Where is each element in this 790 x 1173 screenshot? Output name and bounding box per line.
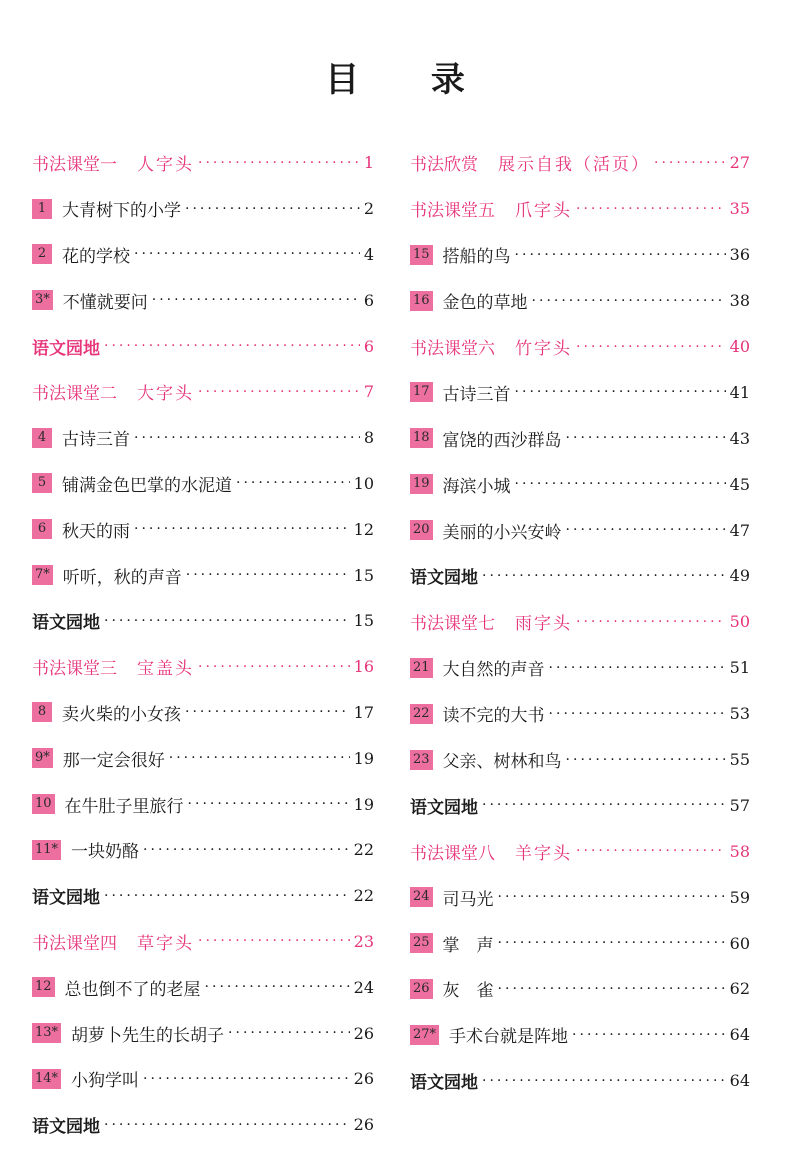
dot-leader: [515, 384, 726, 400]
dot-leader: [186, 567, 350, 583]
page-number: 50: [729, 612, 750, 632]
page-number: 40: [729, 337, 750, 356]
page-number: 49: [729, 566, 750, 586]
lesson-number-badge: 5: [32, 473, 52, 493]
toc-lesson-entry[interactable]: [32, 506, 374, 552]
entry-title: 大青树下的小学: [62, 201, 181, 222]
page-number: 17: [353, 702, 374, 722]
dot-leader: [205, 979, 350, 995]
entry-subtitle: 展示自我（活页）: [498, 155, 650, 176]
toc-garden-entry[interactable]: [410, 553, 750, 599]
lesson-number-badge: 17: [410, 382, 433, 402]
page-number: 26: [353, 1115, 374, 1135]
dot-leader: [152, 292, 360, 308]
page-number: 41: [729, 382, 750, 402]
entry-title: 书法课堂六: [410, 339, 495, 359]
toc-garden-entry[interactable]: [32, 873, 374, 919]
page-number: 53: [729, 704, 750, 724]
entry-title: 书法课堂一: [32, 155, 117, 176]
dot-leader: [532, 293, 726, 309]
dot-leader: [236, 475, 350, 491]
page-number: 43: [729, 428, 750, 448]
entry-title: 读不完的大书: [442, 706, 545, 727]
lesson-number-badge: 23: [410, 750, 433, 770]
entry-title: 不懂就要问: [62, 292, 148, 313]
toc-garden-entry[interactable]: [32, 323, 374, 369]
toc-lesson-entry[interactable]: [32, 461, 374, 507]
dot-leader: [549, 660, 726, 676]
entry-subtitle: 雨字头: [515, 614, 572, 635]
entry-title: 书法欣赏: [410, 155, 478, 176]
dot-leader: [576, 339, 726, 355]
toc-section-entry[interactable]: [410, 324, 750, 370]
entry-title: 一块奶酪: [71, 842, 140, 863]
dot-leader: [566, 430, 726, 446]
toc-lesson-entry[interactable]: [410, 645, 750, 691]
entry-title: 金色的草地: [442, 293, 528, 314]
page-number: 16: [353, 657, 374, 677]
entry-title: 卖火柴的小女孩: [62, 704, 181, 725]
entry-title: 书法课堂三: [32, 659, 117, 680]
page-number: 10: [353, 473, 374, 493]
lesson-number-badge: 19: [410, 474, 433, 494]
entry-subtitle: 草字头: [137, 933, 194, 954]
page-number: 15: [353, 611, 374, 631]
page-number: 6: [363, 290, 374, 310]
dot-leader: [515, 247, 726, 263]
page-number: 47: [729, 520, 750, 540]
dot-leader: [104, 1117, 350, 1133]
lesson-number-badge: 13*: [32, 1023, 61, 1043]
dot-leader: [188, 796, 350, 812]
page-number: 45: [729, 474, 750, 494]
entry-title: 语文园地: [410, 1073, 478, 1094]
toc-lesson-entry[interactable]: [410, 507, 750, 553]
toc-lesson-entry[interactable]: [32, 1010, 374, 1056]
page-number: 58: [729, 841, 750, 861]
toc-lesson-entry[interactable]: [410, 966, 750, 1012]
dot-leader: [515, 476, 726, 492]
toc-lesson-entry[interactable]: [410, 874, 750, 920]
dot-leader: [228, 1025, 350, 1041]
page-number: 35: [729, 199, 750, 219]
entry-subtitle: 宝盖头: [137, 659, 194, 680]
entry-title: 秋天的雨: [62, 521, 130, 542]
dot-leader: [134, 246, 360, 262]
entry-subtitle: 竹字头: [515, 339, 572, 359]
page-number: 22: [353, 886, 374, 906]
page-number: 15: [353, 565, 374, 585]
toc-lesson-entry[interactable]: [32, 232, 374, 278]
toc-section-entry[interactable]: [410, 828, 750, 874]
page-number: 23: [353, 931, 374, 951]
lesson-number-badge: 21: [410, 658, 433, 678]
toc-lesson-entry[interactable]: [410, 415, 750, 461]
toc-lesson-entry[interactable]: [32, 735, 374, 781]
entry-title: 书法课堂八: [410, 843, 495, 864]
entry-title: 手术台就是阵地: [449, 1027, 569, 1048]
entry-title: 搭船的鸟: [442, 247, 511, 268]
toc-section-entry[interactable]: [32, 644, 374, 690]
dot-leader: [566, 752, 726, 768]
dot-leader: [198, 155, 360, 171]
lesson-number-badge: 11*: [32, 840, 61, 860]
toc-lesson-entry[interactable]: [32, 277, 374, 323]
toc-section-entry[interactable]: [410, 186, 750, 232]
toc-lesson-entry[interactable]: [410, 920, 750, 966]
page-number: 59: [729, 887, 750, 907]
dot-leader: [482, 568, 726, 584]
toc-garden-entry[interactable]: [32, 1102, 374, 1148]
toc-lesson-entry[interactable]: [32, 1056, 374, 1102]
page-number: 6: [363, 336, 374, 356]
lesson-number-badge: 20: [410, 520, 433, 540]
entry-title: 胡萝卜先生的长胡子: [71, 1025, 225, 1046]
dot-leader: [134, 430, 360, 446]
toc-section-entry[interactable]: [32, 919, 374, 965]
entry-title: 美丽的小兴安岭: [442, 522, 562, 543]
lesson-number-badge: 15: [410, 245, 433, 265]
lesson-number-badge: 26: [410, 979, 433, 999]
entry-subtitle: 羊字头: [515, 843, 572, 864]
toc-lesson-entry[interactable]: [410, 369, 750, 415]
dot-leader: [198, 933, 350, 949]
dot-leader: [482, 1073, 726, 1089]
toc-lesson-entry[interactable]: [32, 690, 374, 736]
toc-lesson-entry[interactable]: [410, 1012, 750, 1058]
entry-title: 语文园地: [32, 613, 100, 634]
toc-section-entry[interactable]: [410, 140, 750, 186]
entry-title: 那一定会很好: [62, 750, 165, 771]
page-number: 36: [729, 245, 750, 265]
dot-leader: [198, 384, 360, 400]
lesson-number-badge: 7*: [32, 565, 53, 585]
page-number: 62: [729, 979, 750, 999]
toc-lesson-entry[interactable]: [32, 781, 374, 827]
page-number: 19: [353, 748, 374, 768]
lesson-number-badge: 2: [32, 244, 52, 264]
entry-title: 语文园地: [32, 338, 100, 359]
lesson-number-badge: 1: [32, 199, 52, 219]
dot-leader: [104, 613, 350, 629]
dot-leader: [576, 201, 726, 217]
entry-title: 听听，秋的声音: [62, 567, 182, 588]
page-number: 51: [729, 658, 750, 678]
entry-title: 在牛肚子里旅行: [64, 796, 184, 817]
toc-lesson-entry[interactable]: [410, 278, 750, 324]
dot-leader: [185, 201, 360, 217]
dot-leader: [104, 338, 360, 354]
entry-title: 灰 雀: [442, 981, 494, 1002]
lesson-number-badge: 22: [410, 704, 433, 724]
dot-leader: [654, 155, 726, 171]
entry-title: 司马光: [442, 889, 494, 910]
dot-leader: [198, 659, 350, 675]
entry-title: 古诗三首: [442, 384, 511, 405]
dot-leader: [498, 981, 726, 997]
lesson-number-badge: 27*: [410, 1025, 439, 1045]
dot-leader: [482, 797, 726, 813]
page-number: 22: [353, 840, 374, 860]
entry-title: 总也倒不了的老屋: [64, 979, 201, 1000]
page-number: 55: [729, 750, 750, 770]
entry-title: 海滨小城: [442, 476, 511, 497]
page-number: 64: [729, 1025, 750, 1045]
entry-title: 语文园地: [410, 797, 478, 818]
toc-garden-entry[interactable]: [410, 1058, 750, 1104]
toc-lesson-entry[interactable]: [410, 461, 750, 507]
lesson-number-badge: 9*: [32, 748, 53, 768]
page-number: 38: [729, 291, 750, 311]
lesson-number-badge: 18: [410, 428, 433, 448]
page-number: 7: [363, 382, 374, 402]
entry-title: 大自然的声音: [442, 660, 545, 681]
toc-section-entry[interactable]: [32, 140, 374, 186]
lesson-number-badge: 16: [410, 291, 433, 311]
entry-title: 书法课堂二: [32, 384, 117, 405]
toc-lesson-entry[interactable]: [32, 827, 374, 873]
entry-title: 花的学校: [62, 246, 130, 267]
dot-leader: [143, 1071, 350, 1087]
toc-garden-entry[interactable]: [32, 598, 374, 644]
dot-leader: [104, 888, 350, 904]
dot-leader: [572, 1027, 726, 1043]
toc-garden-entry[interactable]: [410, 782, 750, 828]
entry-subtitle: 爪字头: [515, 201, 572, 222]
dot-leader: [549, 706, 726, 722]
toc-section-entry[interactable]: [410, 599, 750, 645]
page-number: 57: [729, 795, 750, 815]
entry-subtitle: 大字头: [137, 384, 194, 405]
page-number: 19: [353, 794, 374, 814]
lesson-number-badge: 3*: [32, 290, 53, 310]
entry-title: 语文园地: [32, 1117, 100, 1138]
lesson-number-badge: 14*: [32, 1069, 61, 1089]
dot-leader: [576, 843, 726, 859]
page-number: 12: [353, 519, 374, 539]
page-number: 24: [353, 977, 374, 997]
dot-leader: [134, 521, 350, 537]
toc-lesson-entry[interactable]: [32, 552, 374, 598]
toc-lesson-entry[interactable]: [410, 737, 750, 783]
page-number: 4: [363, 244, 374, 264]
dot-leader: [498, 935, 726, 951]
entry-title: 语文园地: [410, 568, 478, 589]
toc-lesson-entry[interactable]: [32, 415, 374, 461]
page-number: 26: [353, 1023, 374, 1043]
toc-lesson-entry[interactable]: [410, 232, 750, 278]
page-number: 1: [363, 153, 374, 173]
lesson-number-badge: 8: [32, 702, 52, 722]
page-number: 64: [729, 1071, 750, 1091]
lesson-number-badge: 10: [32, 794, 55, 814]
entry-title: 书法课堂七: [410, 614, 495, 635]
entry-title: 富饶的西沙群岛: [442, 430, 562, 451]
entry-title: 父亲、树林和鸟: [442, 752, 562, 773]
page-number: 27: [729, 153, 750, 173]
dot-leader: [576, 614, 726, 630]
page-title: 目 录: [325, 60, 495, 100]
page-number: 2: [363, 199, 374, 219]
entry-title: 语文园地: [32, 888, 100, 909]
lesson-number-badge: 6: [32, 519, 52, 539]
entry-title: 铺满金色巴掌的水泥道: [62, 475, 232, 496]
entry-title: 书法课堂五: [410, 201, 495, 222]
toc-lesson-entry[interactable]: [410, 691, 750, 737]
dot-leader: [143, 842, 350, 858]
lesson-number-badge: 4: [32, 428, 52, 448]
page-number: 26: [353, 1069, 374, 1089]
dot-leader: [185, 704, 350, 720]
toc-section-entry[interactable]: [32, 369, 374, 415]
toc-left-column: [32, 140, 374, 1148]
dot-leader: [566, 522, 726, 538]
entry-title: 古诗三首: [62, 430, 130, 451]
toc-lesson-entry[interactable]: [32, 964, 374, 1010]
entry-title: 掌 声: [442, 935, 494, 956]
entry-title: 小狗学叫: [71, 1071, 140, 1092]
lesson-number-badge: 25: [410, 933, 433, 953]
dot-leader: [169, 750, 350, 766]
toc-lesson-entry[interactable]: [32, 186, 374, 232]
toc-right-column: [410, 140, 750, 1104]
lesson-number-badge: 24: [410, 887, 433, 907]
dot-leader: [498, 889, 726, 905]
entry-title: 书法课堂四: [32, 933, 117, 954]
page-number: 8: [363, 428, 374, 448]
page-number: 60: [729, 933, 750, 953]
lesson-number-badge: 12: [32, 977, 55, 997]
entry-subtitle: 人字头: [137, 155, 194, 176]
